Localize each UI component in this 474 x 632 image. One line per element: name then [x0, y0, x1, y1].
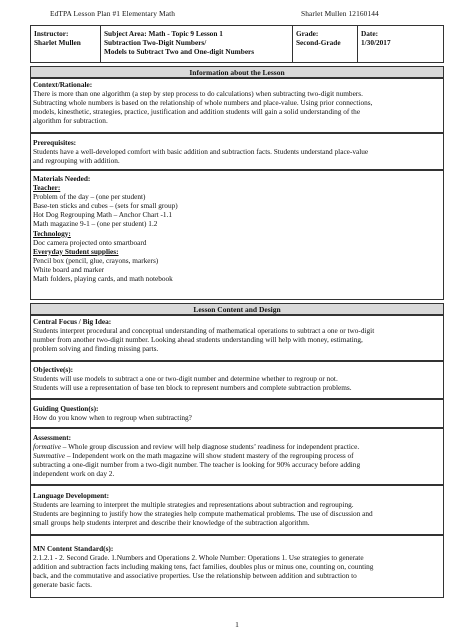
supplies-item: Math folders, playing cards, and math notebook	[33, 274, 173, 284]
grade-label: Grade:	[296, 29, 319, 38]
objectives-text	[33, 365, 440, 392]
supplies-item: Pencil box (pencil, glue, crayons, markers)	[33, 255, 159, 265]
assessment-summative-line	[33, 451, 440, 460]
teacher-label: Teacher:	[33, 183, 61, 193]
formative-term: formative	[33, 442, 61, 452]
standards-line: 2.1.2.1 - 2. Second Grade. 1.Numbers and Operations 2. Whole Number: Operations 1. Use strategies to generate	[33, 553, 364, 563]
supplies-label: Everyday Student supplies:	[33, 246, 119, 256]
technology-label: Technology:	[33, 228, 71, 238]
assessment-formative-line	[33, 442, 440, 451]
objectives-title: Objective(s):	[33, 365, 74, 374]
assessment-line: independent work on day 2.	[33, 469, 115, 479]
subject-line-3: Models to Subtract Two and One-digit Numbers	[104, 47, 255, 56]
supplies-item: White board and marker	[33, 264, 105, 274]
section-band-content-title: Lesson Content and Design	[193, 304, 281, 314]
materials-title: Materials Needed:	[33, 174, 91, 183]
standards-line: back, and the commutative and associative properties. Use the relationship between addition and subtraction to	[33, 571, 357, 581]
context-line: Subtracting whole numbers is based on the relationship of whole numbers and place-value. Using prior connections,	[33, 98, 373, 108]
technology-item: Doc camera projected onto smartboard	[33, 237, 147, 247]
formative-description: – Whole group discussion and review will help diagnose students’ readiness for independent practice.	[60, 442, 360, 452]
context-line: There is more than one algorithm (a step by step process to do calculations) when subtracting two-digit numbers.	[33, 89, 363, 99]
assessment-text	[33, 433, 440, 478]
prereq-text	[33, 138, 440, 165]
prereq-line: and regrouping with addition.	[33, 156, 120, 166]
standards-line: generate basic facts.	[33, 580, 92, 590]
summative-term: Summative	[33, 451, 66, 461]
language-development-line: Students are learning to interpret the multiple strategies and representations about subtraction and regrouping.	[33, 500, 354, 510]
guiding-question-line: How do you know when to regroup when subtracting?	[33, 413, 192, 423]
objectives-line: Students will use models to subtract a one or two-digit number and determine whether to regroup or not.	[33, 374, 338, 384]
running-header-left: EdTPA Lesson Plan #1 Elementary Math	[50, 9, 176, 18]
grade-value: Second-Grade	[296, 38, 341, 47]
prereq-title: Prerequisites:	[33, 138, 77, 147]
page-number: 1	[235, 620, 239, 629]
teacher-item: Base-ten sticks and cubes – (sets for small group)	[33, 201, 178, 211]
standards-title: MN Content Standard(s):	[33, 544, 114, 553]
subject-line-2: Subtraction Two-Digit Numbers/	[104, 38, 207, 47]
standards-line: addition and subtraction facts including making tens, fact families, doubles plus or minus one, counting on, counting	[33, 562, 374, 572]
assessment-line: subtracting a one-digit number from a two-digit number. The teacher is looking for 90% accuracy before adding	[33, 460, 361, 470]
context-title: Context/Rationale:	[33, 80, 93, 89]
central-focus-title: Central Focus / Big Idea:	[33, 317, 112, 326]
central-focus-line: problem solving and finding missing parts.	[33, 344, 159, 354]
language-development-title: Language Development:	[33, 491, 110, 500]
subject-line-1: Subject Area: Math - Topic 9 Lesson 1	[104, 29, 223, 38]
teacher-item: Math magazine 9-1 – (one per student) 1.2	[33, 219, 158, 229]
objectives-line: Students will use a representation of base ten block to represent numbers and complete subtraction problems.	[33, 383, 352, 393]
guiding-question-title: Guiding Question(s):	[33, 404, 99, 413]
date-label: Date:	[361, 29, 379, 38]
teacher-item: Hot Dog Regrouping Math – Anchor Chart -1.1	[33, 210, 173, 220]
context-line: models, kinesthetic, strategies, practice, justification and addition students will gain a solid understanding of the	[33, 107, 361, 117]
context-line: algorithm for subtraction.	[33, 116, 108, 126]
running-header-right: Sharlet Mullen 12160144	[301, 9, 379, 18]
context-text	[33, 80, 440, 125]
instructor-value: Sharlet Mullen	[34, 38, 81, 47]
instructor-label: Instructor:	[34, 29, 69, 38]
central-focus-line: Students interpret procedural and conceptual understanding of mathematical operations to subtract a one or two-digit	[33, 326, 375, 336]
section-band-info-title: Information about the Lesson	[189, 67, 285, 77]
central-focus-text	[33, 317, 440, 353]
central-focus-line: number from another two-digit number. Looking ahead students understanding will help with money, estimating,	[33, 335, 363, 345]
language-development-line: small groups help students interpret and describe their knowledge of the subtraction algorithm.	[33, 518, 310, 528]
teacher-item: Problem of the day – (one per student)	[33, 192, 146, 202]
assessment-title: Assessment:	[33, 433, 72, 442]
summative-description: – Independent work on the math magazine will show student mastery of the regrouping process of	[65, 451, 354, 461]
guiding-question-text	[33, 404, 440, 422]
language-development-text	[33, 491, 440, 527]
language-development-line: Students are beginning to justify how the strategies help compute mathematical problems. The use of discussion and	[33, 509, 373, 519]
prereq-line: Students have a well-developed comfort with basic addition and subtraction facts. Students understand place-value	[33, 147, 369, 157]
standards-text	[33, 544, 440, 589]
materials-text	[33, 174, 440, 283]
date-value: 1/30/2017	[361, 38, 391, 47]
